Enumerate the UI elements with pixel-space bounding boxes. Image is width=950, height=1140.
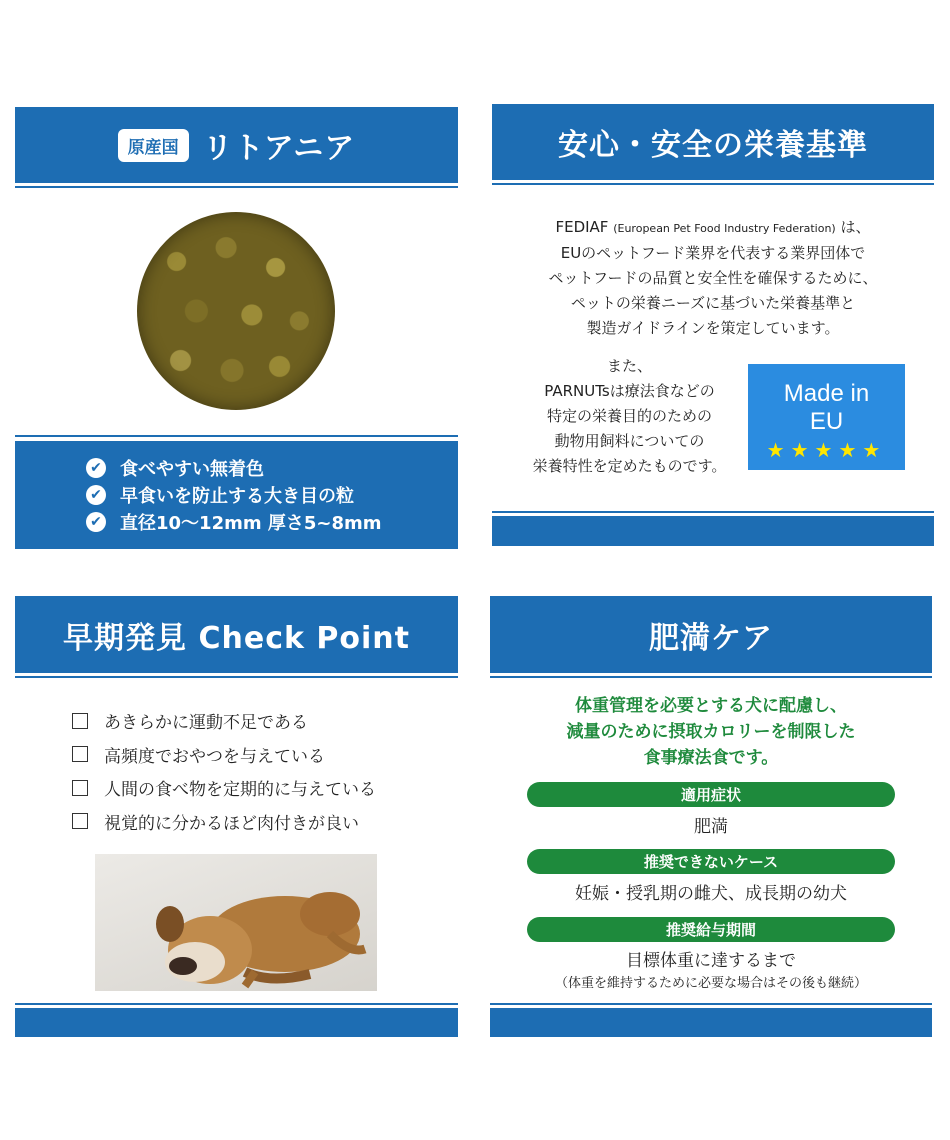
label-feeding-period: 推奨給与期間	[527, 917, 895, 942]
checkbox-icon	[72, 746, 88, 762]
kibble-photo	[137, 212, 335, 410]
value-not-recommended: 妊娠・授乳期の雌犬、成長期の幼犬	[575, 884, 847, 904]
checkbox-icon	[72, 813, 88, 829]
checkpoint-item: 視覚的に分かるほど肉付きが良い	[72, 805, 376, 839]
parnuts-description: また、 PARNUTsは療法食などの 特定の栄養目的のための 動物用飼料についての 栄養特性を定めたものです。	[532, 357, 727, 475]
origin-country: リトアニア	[202, 131, 356, 166]
checkpoint-item: 高頻度でおやつを与えている	[72, 738, 376, 772]
safety-description: FEDIAF (European Pet Food Industry Federation) は、 EUのペットフード業界を代表する業界団体で ペットフードの品質と安全性を確保するために、 ペットの栄養ニーズに基づいた栄養基準と 製造ガイドラインを策定しています。	[548, 218, 878, 337]
value-indication: 肥満	[694, 817, 728, 837]
checkpoint-item: 人間の食べ物を定期的に与えている	[72, 771, 376, 805]
dog-illustration	[95, 854, 377, 991]
check-circle-icon: ✔	[86, 458, 106, 478]
checkpoint-header: 早期発見 Check Point	[15, 596, 458, 673]
label-not-recommended: 推奨できないケース	[527, 849, 895, 874]
origin-header	[15, 107, 458, 183]
checkbox-icon	[72, 713, 88, 729]
checkpoint-item: あきらかに運動不足である	[72, 704, 376, 738]
divider	[15, 676, 458, 678]
feature-item: ✔ 食べやすい無着色	[86, 454, 382, 481]
check-circle-icon: ✔	[86, 485, 106, 505]
obesity-header: 肥満ケア	[490, 596, 932, 673]
feature-item: ✔ 直径10～12mm 厚さ5~8mm	[86, 508, 382, 535]
sleeping-dog-photo	[95, 854, 377, 991]
feature-list	[86, 454, 382, 535]
checkpoint-list	[72, 704, 376, 838]
label-indication: 適用症状	[527, 782, 895, 807]
eu-stars-icon: ★★★★★	[766, 440, 887, 462]
divider	[492, 511, 934, 513]
divider	[15, 1003, 458, 1005]
divider	[490, 1003, 932, 1005]
feature-item: ✔ 早食いを防止する大き目の粒	[86, 481, 382, 508]
divider	[490, 676, 932, 678]
made-in-eu-badge: Made in EU ★★★★★	[748, 364, 905, 470]
divider	[15, 435, 458, 437]
divider	[492, 183, 934, 185]
feeding-period-note: （体重を維持するために必要な場合はその後も継続）	[554, 976, 867, 991]
safety-header: 安心・安全の栄養基準	[492, 104, 934, 180]
obesity-footer-bar	[490, 1008, 932, 1037]
divider	[15, 186, 458, 188]
value-feeding-period: 目標体重に達するまで	[626, 951, 796, 971]
checkpoint-footer-bar	[15, 1008, 458, 1037]
checkbox-icon	[72, 780, 88, 796]
origin-tag: 原産国	[118, 129, 189, 162]
safety-footer-bar	[492, 516, 934, 546]
obesity-intro: 体重管理を必要とする犬に配慮し、 減量のために摂取カロリーを制限した 食事療法食です。	[566, 696, 856, 768]
check-circle-icon: ✔	[86, 512, 106, 532]
